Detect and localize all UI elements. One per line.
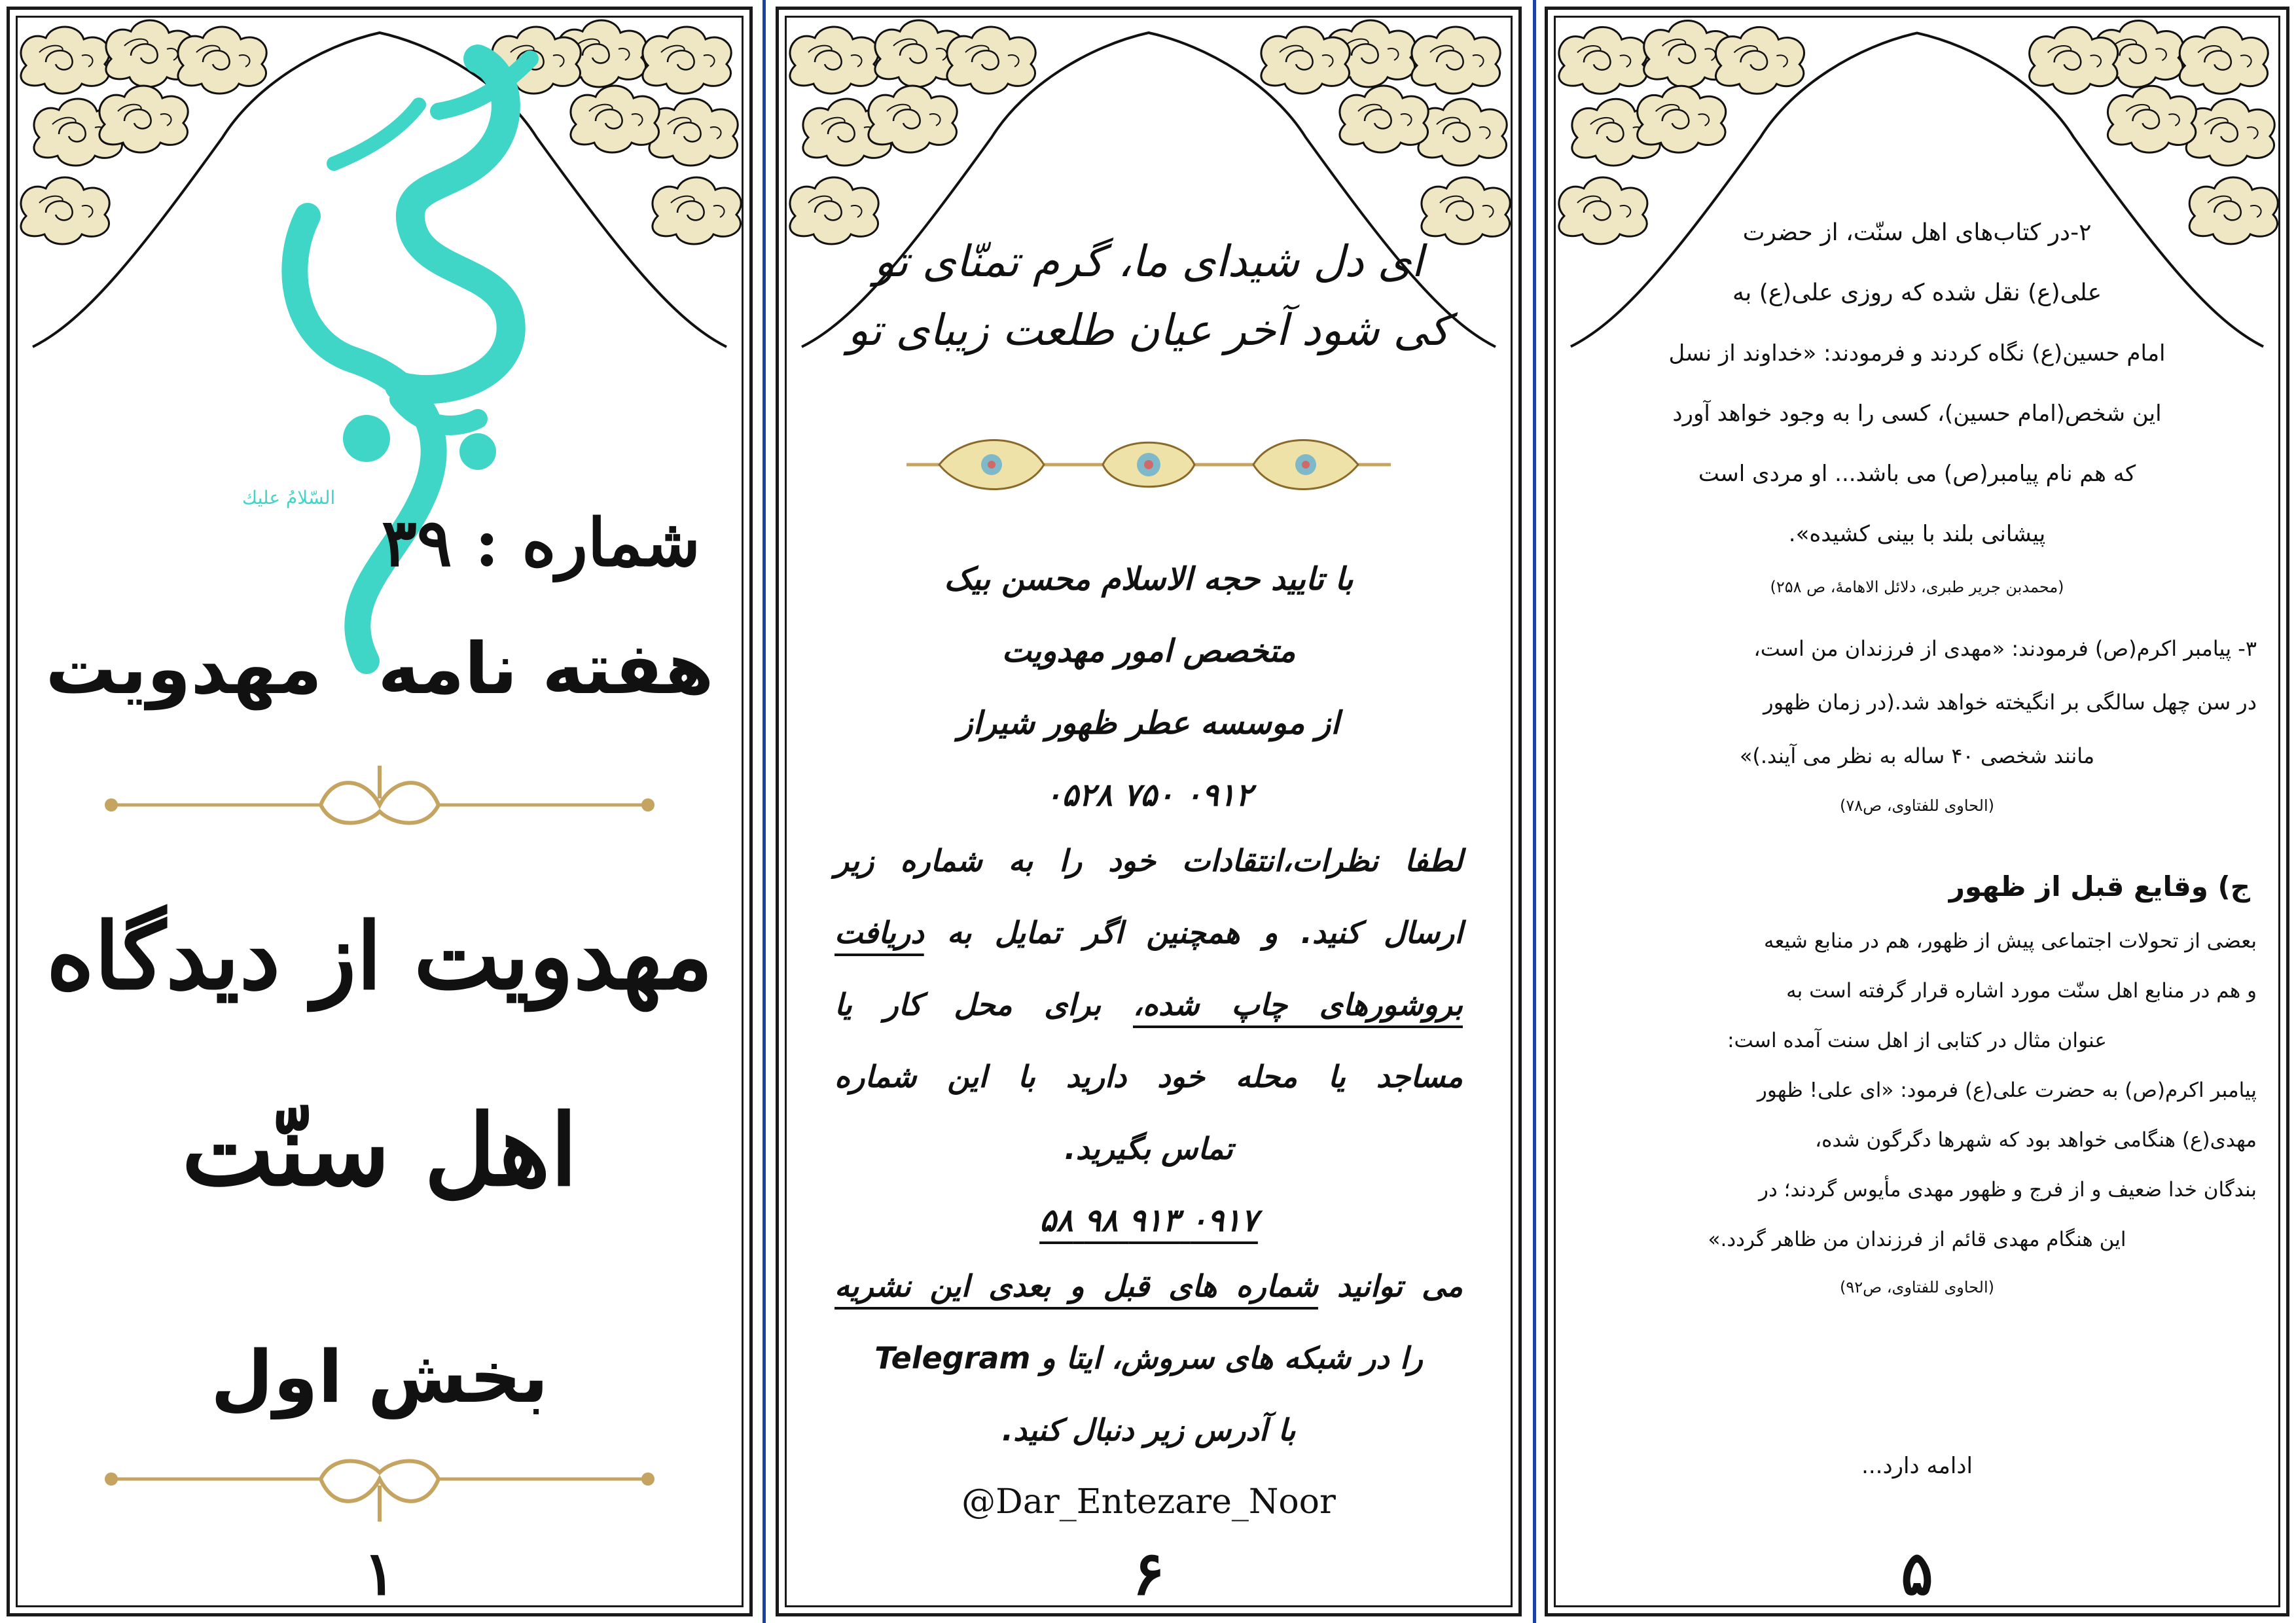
phone-number-2[interactable] [776, 1185, 1522, 1257]
page-number: ۵ [1901, 1538, 1933, 1609]
gold-divider-ornament [98, 759, 661, 838]
feedback-line-2-text: ارسال کنید. و همچنین اگر تمایل به [924, 915, 1463, 950]
body-line-2: و هم در منابع اهل سنّت مورد اشاره قرار گرفته است به [1786, 979, 2257, 1003]
panel-divider-right [1533, 0, 1536, 1623]
body-line-1: بعضی از تحولات اجتماعی پیش از ظهور، هم در منابع شیعه [1763, 929, 2257, 953]
follow-line-3: با آدرس زیر دنبال کنید. [1001, 1412, 1296, 1448]
reference-1: (محمدبن جریر طبری، دلائل الاهامهٔ، ص ۲۵۸) [1770, 578, 2064, 596]
feedback-line-5: تماس بگیرید. [1064, 1131, 1233, 1166]
gold-divider-ornament-bottom [98, 1440, 661, 1525]
panel-contact [776, 7, 1522, 1616]
item2-line-5: که هم نام پیامبر(ص) می باشد... او مردی است [1698, 461, 2136, 487]
feedback-line-3 [834, 969, 1463, 1041]
endorsement-line-3: از موسسه عطر ظهور شیراز [958, 705, 1340, 741]
item3-line-1: ۳- پیامبر اکرم(ص) فرمودند: «مهدی از فرزندان من است، [1753, 636, 2257, 661]
item2-line-3: امام حسین(ع) نگاه کردند و فرمودند: «خداوند از نسل [1668, 340, 2166, 366]
page-number: ۶ [1132, 1538, 1165, 1609]
phone-number-1[interactable]: ۰۹۱۲ ۷۵۰ ۰۵۲۸ [1045, 777, 1253, 813]
receive-underlined: دریافت [834, 915, 924, 950]
item2-line-2: علی(ع) نقل شده که روزی علی(ع) به [1732, 279, 2102, 306]
reference-2: (الحاوی للفتاوی، ص۷۸) [1839, 796, 1995, 815]
reference-3: (الحاوی للفتاوی، ص۹۲) [1839, 1278, 1995, 1296]
issue-number: شماره : ۳۹ [382, 504, 700, 581]
item3-line-3: مانند شخصی ۴۰ ساله به نظر می آیند.)» [1739, 743, 2095, 768]
printed-brochures-underlined: بروشورهای چاپ شده، [1132, 987, 1463, 1022]
svg-text:السّلامُ عليك: السّلامُ عليك [242, 487, 336, 508]
body-line-7: این هنگام مهدی قائم از فرزندان من ظاهر گردد.» [1708, 1228, 2126, 1251]
body-line-6: بندگان خدا ضعیف و از فرج و ظهور مهدی مأیوس گردند؛ در [1759, 1178, 2257, 1202]
floral-band-ornament [900, 425, 1397, 504]
mahdaviat-label: مهدویت [45, 628, 323, 710]
phone-number-2-text[interactable]: ۰۹۱۷ ۹۱۳ ۹۸ ۵۸ [1039, 1202, 1258, 1239]
section-heading: ج) وقایع قبل از ظهور [1948, 870, 2250, 902]
feedback-line-2 [834, 897, 1463, 969]
feedback-line-4: مساجد یا محله خود دارید با این شماره [834, 1059, 1463, 1094]
page-number: ۱ [363, 1538, 396, 1609]
panel-cover [7, 7, 753, 1616]
follow-line-1-text: می توانید [1318, 1268, 1463, 1304]
body-line-4: پیامبر اکرم(ص) به حضرت علی(ع) فرمود: «ای علی! ظهور [1757, 1079, 2257, 1102]
body-line-5: مهدی(ع) هنگامی خواهد بود که شهرها دگرگون شده، [1815, 1128, 2257, 1152]
follow-line-1 [834, 1250, 1463, 1322]
follow-line-2: را در شبکه های سروش، ایتا و Telegram [874, 1340, 1423, 1376]
issues-underlined: شماره های قبل و بعدی این نشریه [834, 1268, 1318, 1304]
poem-line-1: ای دل شیدای ما، گرم تمنّای تو [874, 236, 1424, 287]
endorsement-line-1: با تایید حجه الاسلام محسن بیک [944, 561, 1354, 597]
item2-line-4: این شخص(امام حسین)، کسی را به وجود خواهد آورد [1672, 401, 2162, 427]
item2-line-6: پیشانی بلند با بینی کشیده». [1788, 521, 2046, 547]
panel-divider-left [762, 0, 766, 1623]
item3-line-2: در سن چهل سالگی بر انگیخته خواهد شد.(در زمان ظهور [1763, 690, 2257, 715]
to-be-continued: ادامه دارد... [1861, 1453, 1973, 1479]
feedback-line-3-text: برای محل کار یا [834, 987, 1133, 1022]
endorsement-line-2: متخصص امور مهدویت [1001, 633, 1296, 669]
cover-title-line2: اهل سنّت [181, 1093, 578, 1208]
channel-handle[interactable]: @Dar_Entezare_Noor [961, 1482, 1336, 1522]
panel-page-5 [1545, 7, 2289, 1616]
body-line-3: عنوان مثال در کتابی از اهل سنت آمده است: [1727, 1029, 2107, 1052]
cover-title-line1: مهدویت از دیدگاه [46, 903, 713, 1010]
sahib-al-zaman-calligraphy-icon [203, 33, 569, 713]
poem-line-2: کی شود آخر عیان طلعت زیبای تو [848, 305, 1450, 355]
item2-line-1: ۲-در کتاب‌های اهل سنّت، از حضرت [1742, 219, 2092, 246]
part-label: بخش اول [211, 1335, 548, 1419]
feedback-line-1: لطفا نظرات،انتقادات خود را به شماره زیر [834, 843, 1463, 878]
weekly-label: هفته نامه [378, 628, 714, 710]
